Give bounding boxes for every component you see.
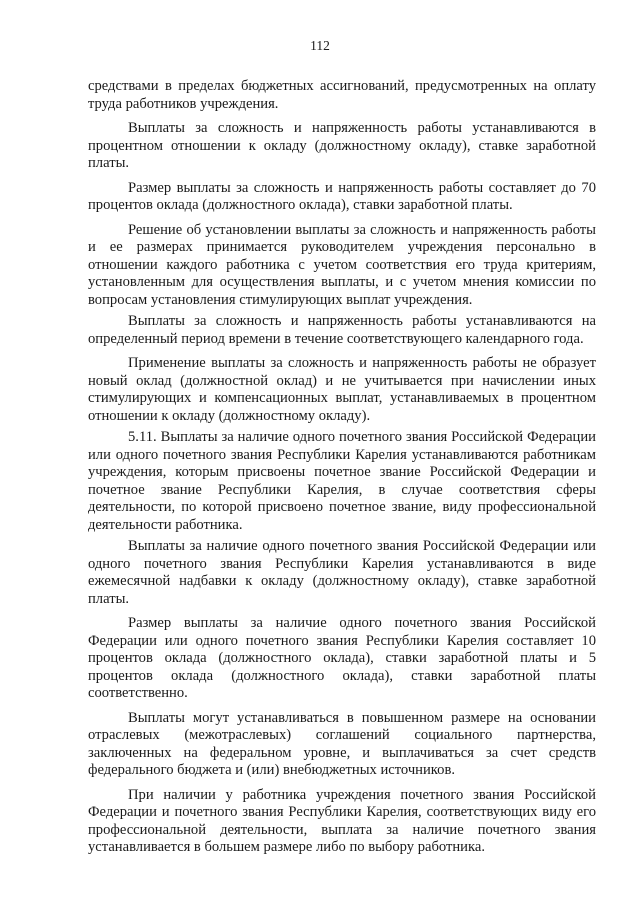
paragraph: Выплаты могут устанавливаться в повышенном размере на основании отраслевых (межотраслевых) соглашений социального партнерства, заключенных на федеральном уровне, и выплачиваться за счет средств федерального бюджета и (или) внебюджетных источников. xyxy=(88,709,596,778)
paragraph: При наличии у работника учреждения почетного звания Российской Федерации и почетного звания Республики Карелия, соответствующих виду его профессиональной деятельности, выплата за наличие почетного звания устанавливается в большем размере либо по выбору работника. xyxy=(88,786,596,855)
paragraph: Выплаты за сложность и напряженность работы устанавливаются на определенный период времени в течение соответствующего календарного года. xyxy=(88,313,596,347)
paragraph: Размер выплаты за наличие одного почетного звания Российской Федерации или одного почетного звания Республики Карелия составляет 10 процентов оклада (должностного оклада), ставки заработной платы и 5 процентов оклада (должностного оклада), ставки заработной платы соответственно. xyxy=(88,615,596,701)
page-number: 112 xyxy=(310,38,330,53)
document-body xyxy=(88,78,596,864)
paragraph-section-5-11: 5.11. Выплаты за наличие одного почетного звания Российской Федерации или одного почетного звания Республики Карелия устанавливаются работникам учреждения, которым присвоены почетное звание Российской Федерации и почетное звание Республики Карелия, в случае соответствия сферы деятельности, по которой присвоено почетное звание, виду профессиональной деятельности работника. xyxy=(88,429,596,533)
paragraph: средствами в пределах бюджетных ассигнований, предусмотренных на оплату труда работников учреждения. xyxy=(88,78,596,112)
paragraph: Размер выплаты за сложность и напряженность работы составляет до 70 процентов оклада (должностного оклада), ставки заработной платы. xyxy=(88,179,596,213)
paragraph: Выплаты за наличие одного почетного звания Российской Федерации или одного почетного звания Республики Карелия устанавливаются в виде ежемесячной надбавки к окладу (должностному окладу), ставке заработной платы. xyxy=(88,538,596,607)
paragraph: Применение выплаты за сложность и напряженность работы не образует новый оклад (должностной оклад) и не учитывается при начислении иных стимулирующих и компенсационных выплат, устанавливаемых в процентном отношении к окладу (должностному окладу). xyxy=(88,355,596,424)
paragraph: Решение об установлении выплаты за сложность и напряженность работы и ее размерах принимается руководителем учреждения персонально в отношении каждого работника с учетом соответствия его труда критериям, установленным для осуществления выплаты, и с учетом мнения комиссии по вопросам установления стимулирующих выплат учреждения. xyxy=(88,221,596,308)
paragraph: Выплаты за сложность и напряженность работы устанавливаются в процентном отношении к окладу (должностному окладу), ставке заработной платы. xyxy=(88,120,596,171)
